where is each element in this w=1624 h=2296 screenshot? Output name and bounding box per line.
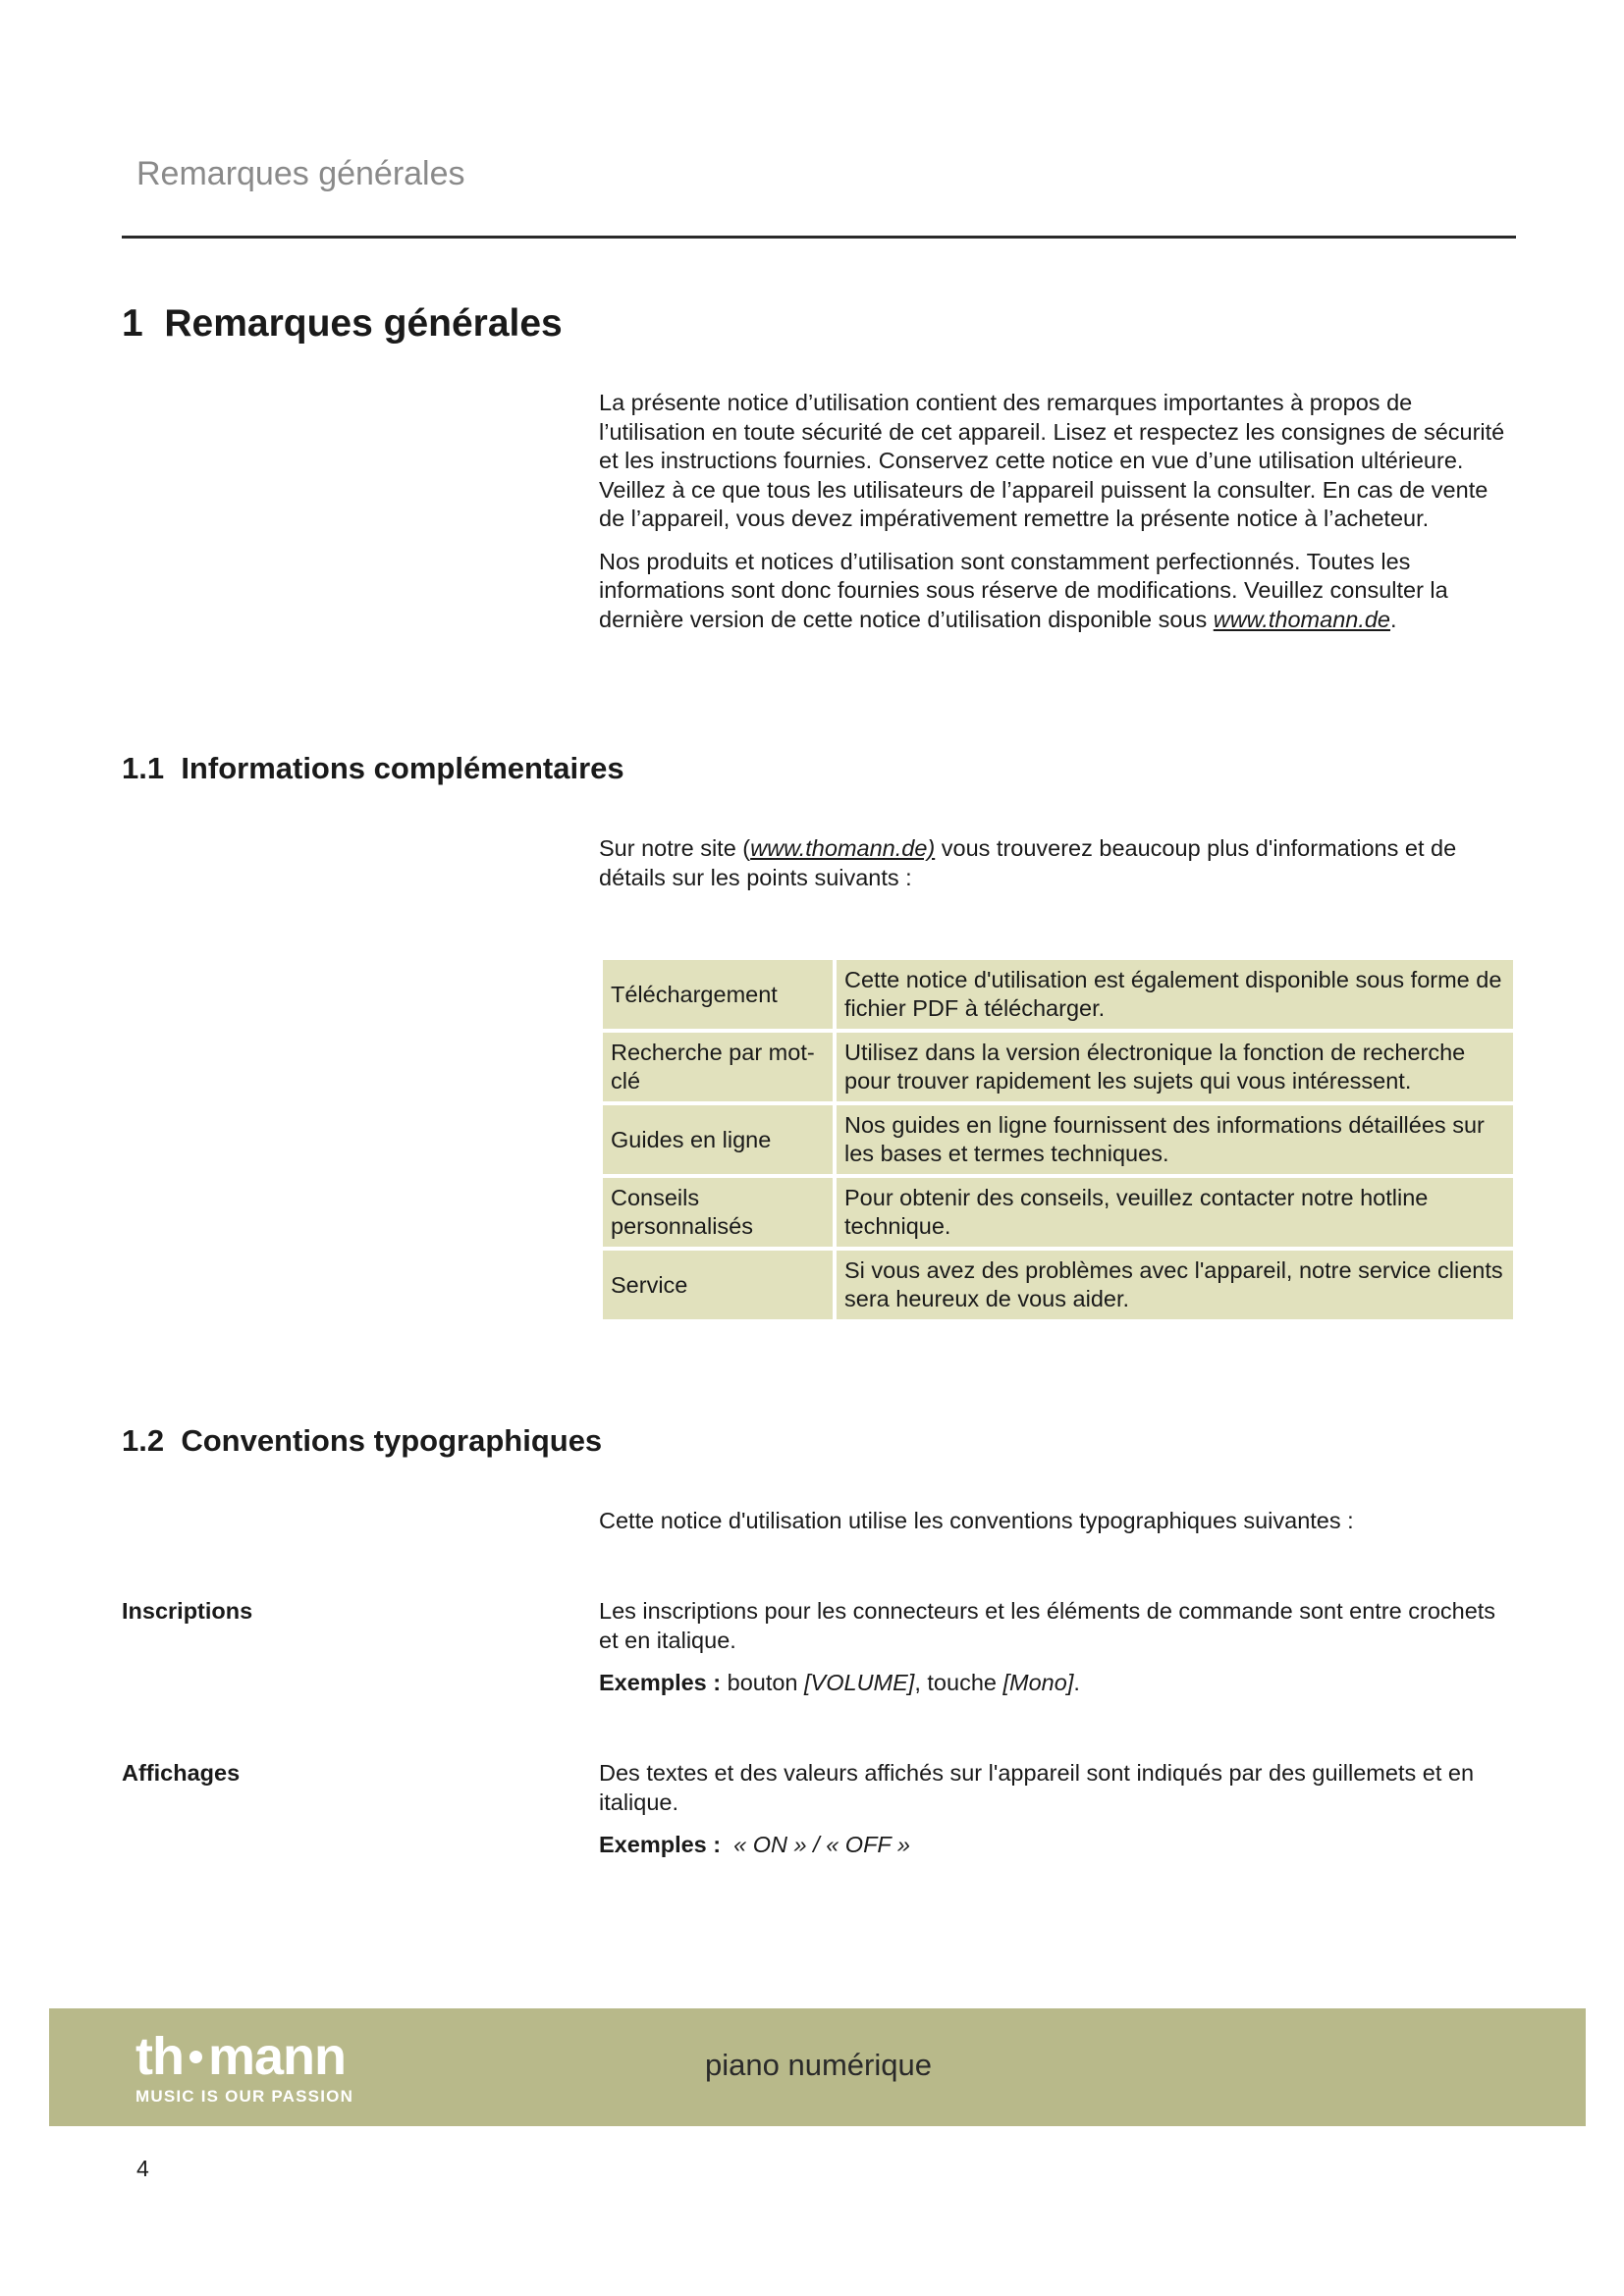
inscriptions-examples (599, 1669, 1517, 1698)
table-term: Guides en ligne (603, 1105, 833, 1174)
logo-wordmark (135, 2027, 353, 2086)
table-desc: Si vous avez des problèmes avec l'appareil, notre service clients sera heureux de vous aider. (837, 1251, 1513, 1319)
table-desc: Cette notice d'utilisation est également disponible sous forme de fichier PDF à télécharger. (837, 960, 1513, 1029)
inscriptions-body (599, 1597, 1517, 1712)
examples-label: Exemples : (599, 1832, 722, 1857)
section-1-paragraph-2 (599, 548, 1517, 635)
inscriptions-text: Les inscriptions pour les connecteurs et les éléments de commande sont entre crochets et en italique. (599, 1598, 1496, 1653)
table-term: Téléchargement (603, 960, 833, 1029)
logo-dot-icon (189, 2051, 202, 2063)
examples-label: Exemples : (599, 1670, 722, 1695)
section-1-1-heading: 1.1 Informations complémentaires (122, 751, 624, 785)
example-end: . (1073, 1670, 1080, 1695)
table-row (603, 960, 1513, 1029)
section-1-1-intro-text (599, 834, 1517, 892)
info-table (599, 956, 1517, 1323)
section-1-1-intro (599, 834, 1517, 906)
affichages-examples (599, 1831, 1517, 1860)
logo-part-left: th (135, 2027, 184, 2086)
section-1-2-heading: 1.2 Conventions typographiques (122, 1423, 603, 1458)
section-1-paragraph-1: La présente notice d’utilisation contient des remarques importantes à propos de l’utilisation en toute sécurité de cet appareil. Lisez et respectez les consignes de sécurité et les instructions fournies. Conservez cette notice en vue d’une utilisation ultérieure. Veillez à ce que tous les utilisateurs de l’appareil puissent la consulter. En cas de vente de l’appareil, vous devez impérativement remettre la présente notice à l’acheteur. (599, 390, 1505, 531)
affichages-label: Affichages (122, 1760, 241, 1786)
intro-post: vous trouverez beaucoup plus d'informations et de détails sur les points suivants : (599, 835, 1457, 890)
section-1-2-intro (599, 1507, 1517, 1550)
paragraph-2-text: Nos produits et notices d’utilisation sont constamment perfectionnés. Toutes les informations sont donc fournies sous réserve de modifications. Veuillez consulter la dernière version de cette notice d’utilisation disponible sous (599, 548, 1448, 632)
running-head: Remarques générales (136, 155, 465, 192)
example-mid: , touche (914, 1670, 1003, 1695)
page-number: 4 (136, 2156, 149, 2181)
section-1-heading: 1 Remarques générales (122, 302, 563, 345)
logo-part-right: mann (207, 2027, 346, 2086)
table-term: Service (603, 1251, 833, 1319)
logo-tagline: MUSIC IS OUR PASSION (135, 2087, 354, 2106)
affichages-text: Des textes et des valeurs affichés sur l'appareil sont indiqués par des guillemets et en italique. (599, 1760, 1475, 1815)
product-name: piano numérique (705, 2048, 932, 2082)
table-desc: Nos guides en ligne fournissent des informations détaillées sur les bases et termes techniques. (837, 1105, 1513, 1174)
example-on-off: « ON » / « OFF » (733, 1832, 910, 1857)
inscriptions-label: Inscriptions (122, 1598, 253, 1624)
paragraph-2-end: . (1390, 606, 1397, 632)
table-row (603, 1033, 1513, 1101)
table-desc: Utilisez dans la version électronique la fonction de recherche pour trouver rapidement les sujets qui vous intéressent. (837, 1033, 1513, 1101)
thomann-link[interactable]: www.thomann.de (1213, 606, 1391, 632)
table-desc: Pour obtenir des conseils, veuillez contacter notre hotline technique. (837, 1178, 1513, 1247)
table-row (603, 1251, 1513, 1319)
section-1-2-intro-text: Cette notice d'utilisation utilise les conventions typographiques suivantes : (599, 1508, 1354, 1533)
table-term: Conseils personnalisés (603, 1178, 833, 1247)
affichages-body (599, 1759, 1517, 1874)
intro-pre: Sur notre site ( (599, 835, 751, 861)
table-row (603, 1178, 1513, 1247)
example-pre: bouton (721, 1670, 805, 1695)
footer-band (49, 2008, 1586, 2126)
table-row (603, 1105, 1513, 1174)
example-volume: [VOLUME] (804, 1670, 915, 1695)
thomann-logo (135, 2027, 354, 2107)
table-term: Recherche par mot-clé (603, 1033, 833, 1101)
header-rule (122, 236, 1516, 239)
section-1-body (599, 389, 1517, 648)
example-mono: [Mono] (1002, 1670, 1074, 1695)
thomann-site-link[interactable]: www.thomann.de) (750, 835, 936, 861)
